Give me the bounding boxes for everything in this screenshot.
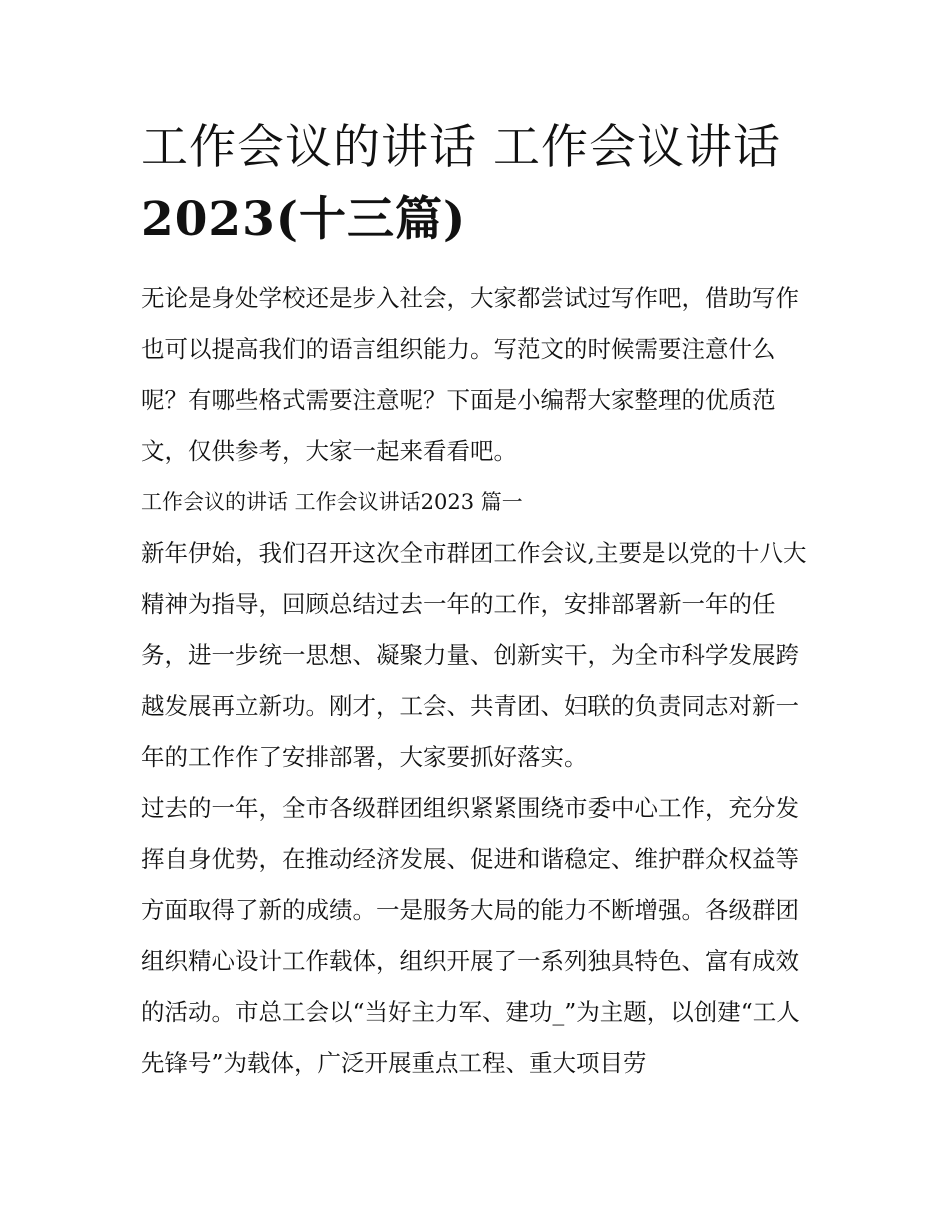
intro-paragraph: 无论是身处学校还是步入社会，大家都尝试过写作吧，借助写作也可以提高我们的语言组织能力。写范文的时候需要注意什么呢？有哪些格式需要注意呢？下面是小编帮大家整理的优质范文，仅供参考，大家一起来看看吧。 — [141, 284, 799, 465]
title-line-1: 工作会议的讲话 工作会议讲话 — [141, 120, 781, 175]
document-body — [141, 273, 813, 1089]
body-paragraph-1: 新年伊始，我们召开这次全市群团工作会议,主要是以党的十八大精神为指导，回顾总结过去一年的工作，安排部署新一年的任务，进一步统一思想、凝聚力量、创新实干，为全市科学发展跨越发展再立新功。刚才，工会、共青团、妇联的负责同志对新一年的工作作了安排部署，大家要抓好落实。 — [141, 539, 807, 771]
document-page — [141, 112, 813, 1089]
title-line-2: 2023(十三篇) — [141, 192, 467, 247]
section-heading: 工作会议的讲话 工作会议讲话2023 篇一 — [141, 490, 523, 514]
document-title — [141, 112, 813, 256]
body-paragraph-2: 过去的一年，全市各级群团组织紧紧围绕市委中心工作，充分发挥自身优势，在推动经济发展、促进和谐稳定、维护群众权益等方面取得了新的成绩。一是服务大局的能力不断增强。各级群团组织精心设计工作载体，组织开展了一系列独具特色、富有成效的活动。市总工会以“当好主力军、建功_”为主题，以创建“工人先锋号”为载体，广泛开展重点工程、重大项目劳 — [141, 794, 800, 1077]
